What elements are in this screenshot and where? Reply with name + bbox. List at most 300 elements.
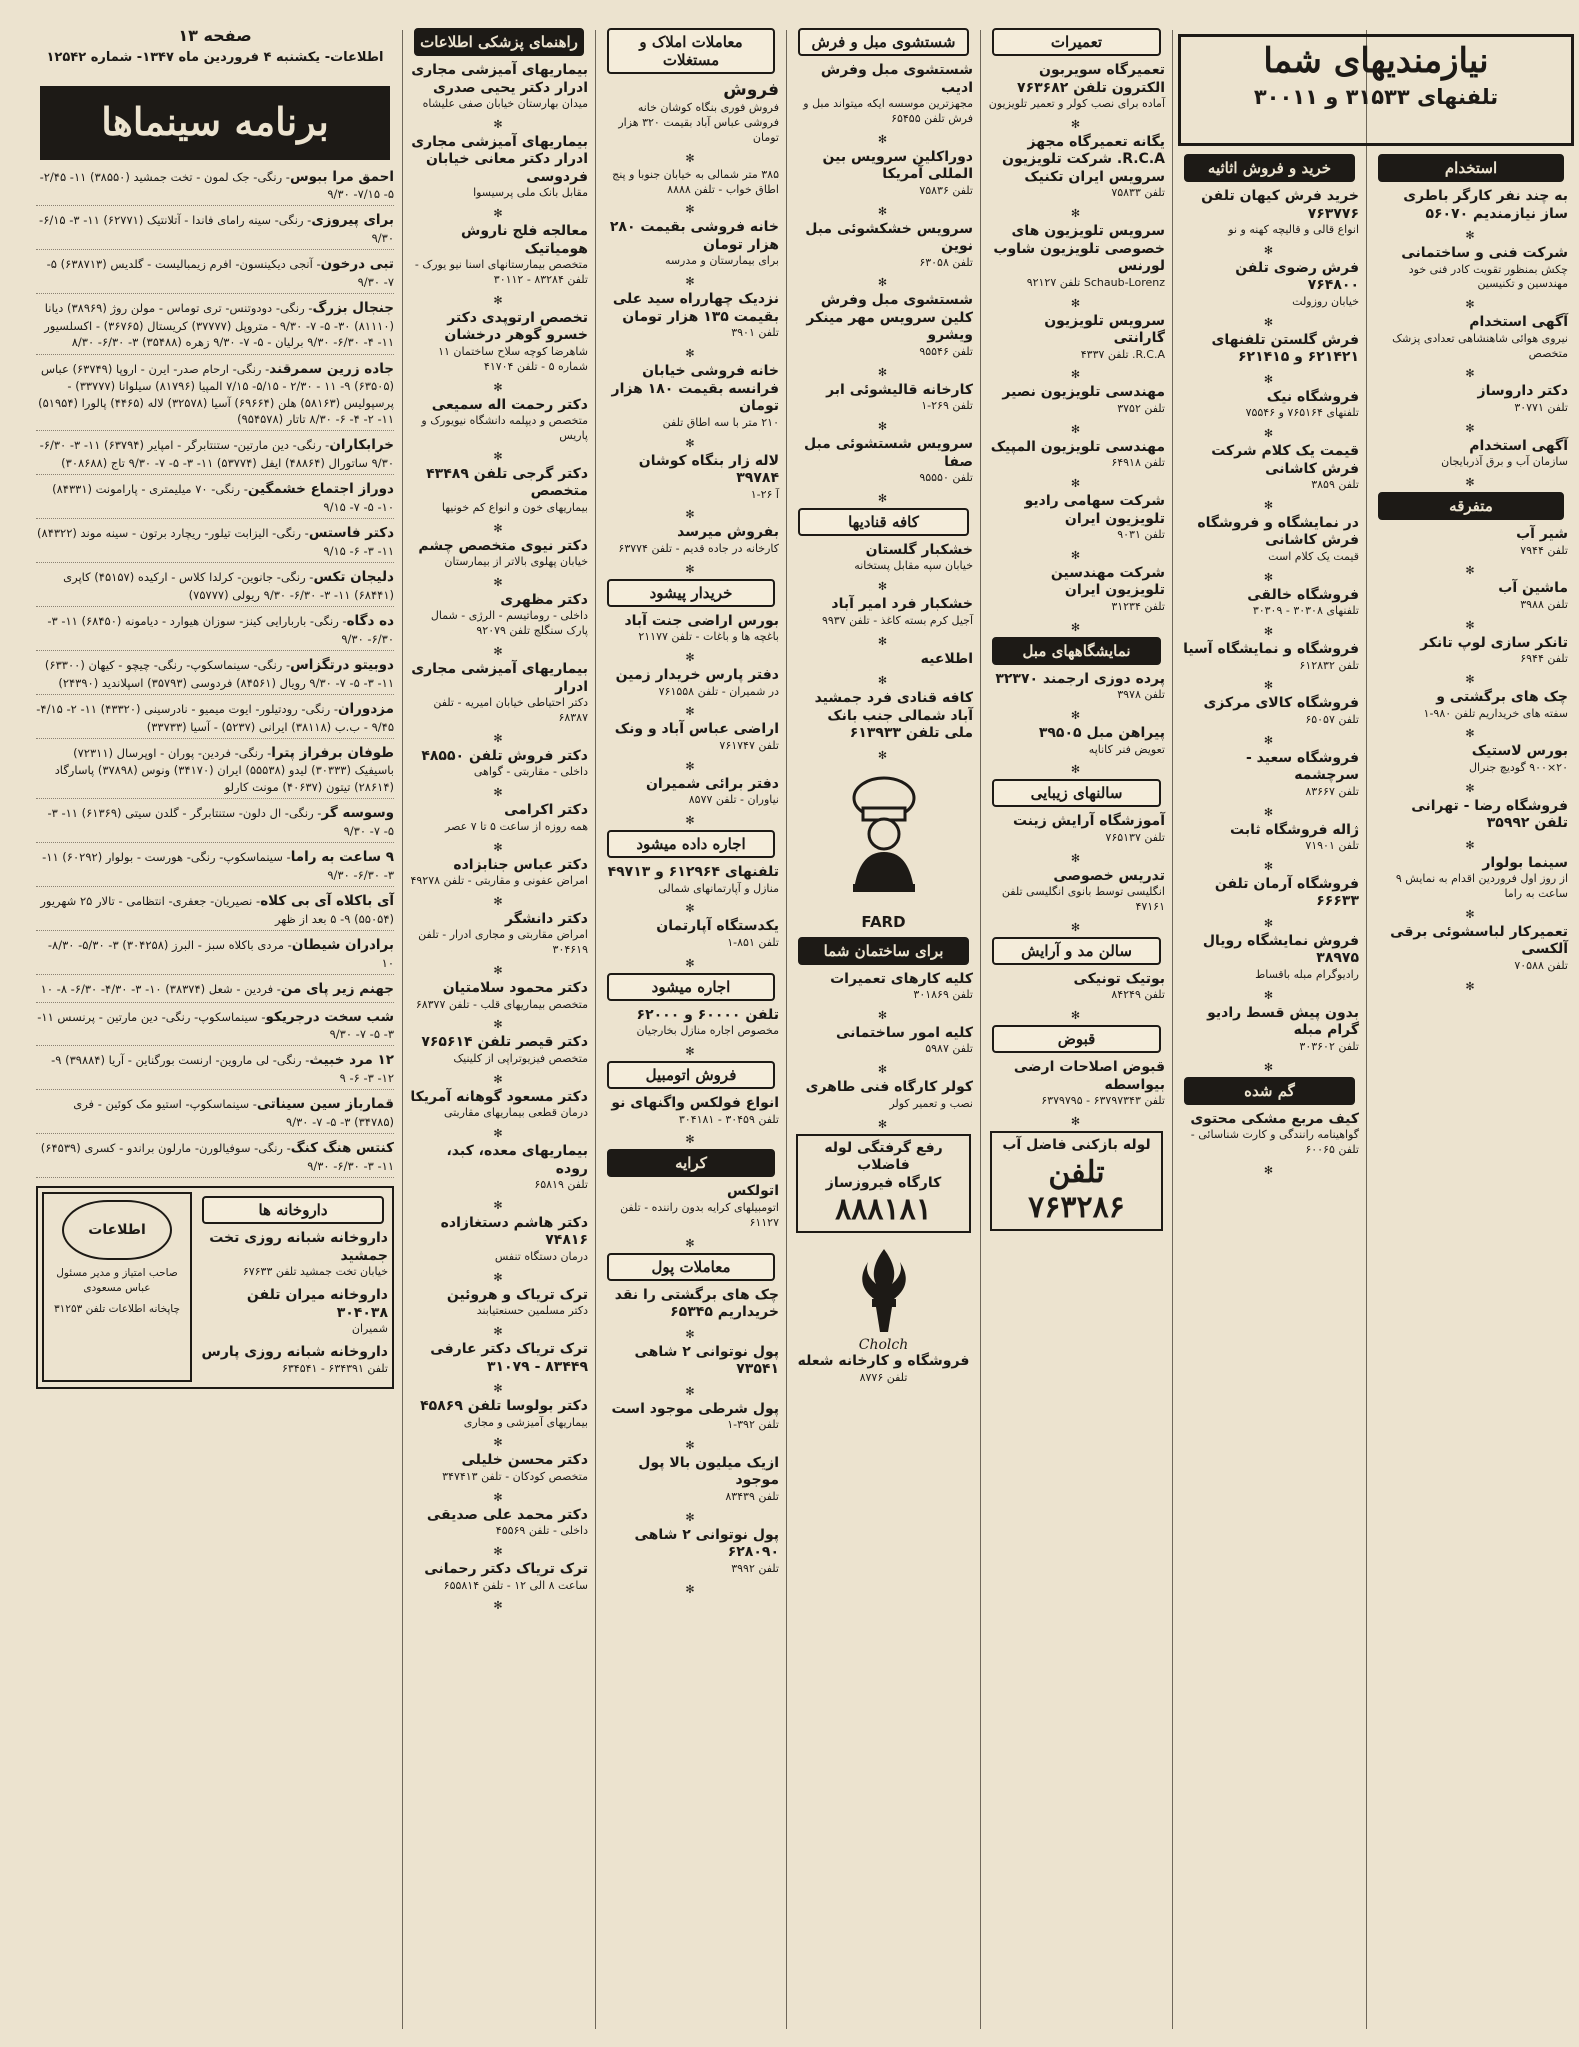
ad-title: بفروش میرسد	[677, 524, 779, 541]
pharmacy-item	[198, 1344, 388, 1376]
ad-title: دکتر دانشگر	[505, 910, 588, 927]
film-showtimes: - مردی باکلاه سبز - البرز (۳۰۴۲۵۸) ۳- ۵/۳۰- ۸/۳۰- ۱۰	[47, 937, 394, 970]
ad-body: امراض مقاربتی و مجاری ادرار - تلفن ۳۰۴۶۱۹	[418, 928, 588, 957]
classified-ad	[410, 802, 588, 834]
cinema-listing	[36, 848, 394, 887]
ad-separator: ✻	[877, 674, 890, 688]
classified-ad	[1180, 695, 1359, 727]
beauty2-list	[988, 971, 1165, 1021]
realestate-column	[597, 24, 785, 2033]
film-title: دوبیتو درتگزاس	[290, 656, 394, 673]
classified-ad	[988, 868, 1165, 915]
ad-title: بیماریهای معده، کبد، روده	[446, 1143, 588, 1177]
film-title: ۹ ساعت به راما	[290, 848, 394, 865]
ad-body: تلفن ۳۰۳۶۰۲	[1299, 1039, 1359, 1053]
cinema-listing	[36, 612, 394, 651]
cinema-listing	[36, 436, 394, 475]
ad-separator: ✻	[493, 786, 505, 800]
ad-title: کلیه کارهای تعمیرات	[830, 970, 973, 987]
classified-ad	[603, 1401, 779, 1433]
ad-separator: ✻	[1263, 988, 1276, 1002]
ad-title: فرش رضوی تلفن ۷۶۴۸۰۰	[1235, 259, 1359, 294]
film-showtimes: - رنگی- سینماسکوپ- رنگی- چیچو - کیهان (۶۳۳۰۰) ۱۱- ۳- ۵- ۷- ۹/۳۰ رویال (۸۴۵۶۱) فردوسی (۳۵۷۹۳) اسپلاندید (۲۴۳۹۰)	[44, 657, 394, 690]
classified-ad	[988, 313, 1165, 363]
ad-separator: ✻	[493, 964, 505, 978]
classified-ad	[410, 223, 588, 288]
classified-ad	[1180, 260, 1359, 310]
ad-separator: ✻	[685, 347, 697, 361]
building-ad-box	[796, 1134, 971, 1234]
ad-title: اتولکس	[726, 1183, 779, 1200]
ad-separator: ✻	[685, 759, 697, 773]
ad-separator: ✻	[877, 1063, 890, 1077]
ad-body: ۲۱۰ متر با سه اطاق تلفن	[662, 415, 779, 429]
cinema-listing	[36, 299, 394, 354]
ad-body: دکتر احتیاطی خیابان امیریه - تلفن ۶۸۳۸۷	[433, 696, 588, 724]
publisher-sub: چاپخانه اطلاعات تلفن ۳۱۲۵۳	[54, 1302, 180, 1315]
ad-title: دوراکلین سرویس بین المللی آمریکا	[822, 148, 973, 183]
hire-section-title: استخدام	[1378, 154, 1564, 182]
repair-column	[982, 24, 1171, 2033]
ad-title: دکتر فروش تلفن ۴۸۵۵۰	[421, 747, 588, 764]
ad-separator: ✻	[877, 204, 890, 218]
hire-list	[1374, 188, 1568, 488]
realestate-list	[603, 80, 779, 575]
classified-ad	[988, 223, 1165, 290]
classified-ad	[794, 1025, 973, 1057]
classified-ad	[1180, 443, 1359, 493]
ad-body: خیابان سپه مقابل پستخانه	[854, 559, 973, 573]
ad-separator: ✻	[1465, 229, 1477, 242]
classified-ad	[603, 1455, 779, 1505]
ad-title: خانه فروشی خیابان فرانسه بقیمت ۱۸۰ هزار تومان	[611, 363, 779, 415]
classified-ad	[603, 219, 779, 269]
ad-body: تلفن ۳۱۲۳۴	[1111, 599, 1165, 613]
lost-title: گم شده	[1184, 1077, 1355, 1105]
classified-ad	[410, 661, 588, 726]
ad-separator: ✻	[1465, 618, 1477, 632]
ad-separator: ✻	[1070, 296, 1083, 310]
classified-ad	[988, 384, 1165, 416]
classified-ad	[410, 1341, 588, 1376]
ad-title: دکتر داروساز	[1477, 383, 1568, 400]
cinema-listing	[36, 480, 394, 519]
pharmacy-info: تلفن ۶۳۴۳۹۱ - ۶۳۴۵۴۱	[281, 1361, 388, 1375]
ad-body: انگلیسی توسط بانوی انگلیسی تلفن ۴۷۱۶۱	[1001, 885, 1165, 914]
ad-separator: ✻	[685, 562, 697, 576]
ad-title: یکدستگاه آپارتمان	[656, 918, 779, 935]
ad-title: سرویس شستشوئی مبل صفا	[803, 436, 973, 470]
ad-title: فروشگاه آرمان تلفن ۶۶۶۳۳	[1214, 875, 1359, 910]
pharmacy-title: داروخانه ها	[202, 1196, 384, 1224]
ad-title: سرویس تلویزیون گارانتی	[1044, 312, 1165, 347]
classified-ad	[1374, 580, 1568, 612]
ad-separator: ✻	[685, 956, 697, 970]
classified-ad	[794, 690, 973, 743]
ad-separator: ✻	[685, 151, 697, 165]
ad-body: بیماریهای خون و انواع کم خونیها	[441, 500, 588, 514]
ad-title: ازیک میلیون بالا پول موجود	[638, 1454, 779, 1489]
ad-title: تانکر سازی لوپ تانکر	[1420, 634, 1568, 651]
ad-title: فروشگاه سعید - سرچشمه	[1245, 749, 1359, 784]
ad-separator: ✻	[493, 1018, 505, 1032]
ad-title: در نمایشگاه و فروشگاه فرش کاشانی	[1197, 514, 1359, 549]
ad-title: دکتر مسعود گوهانه آمریکا	[410, 1088, 588, 1105]
rent-title: اجاره داده میشود	[607, 830, 775, 858]
cinema-listing	[36, 211, 394, 250]
classified-ad	[1374, 188, 1568, 223]
ad-body: تلفن ۳۹۸۸	[1520, 597, 1568, 611]
ad-title: فرش گلستن تلفنهای ۶۲۱۴۲۱ و ۶۲۱۴۱۵	[1211, 331, 1359, 366]
rent-list	[603, 864, 779, 969]
classified-ad	[1374, 855, 1568, 902]
ad-body: در شمیران - تلفن ۷۶۱۵۵۸	[658, 684, 779, 698]
classified-ad	[1180, 188, 1359, 238]
ad-body: خیابان روزولت	[1292, 294, 1359, 308]
ad-separator: ✻	[685, 508, 697, 522]
ad-separator: ✻	[685, 203, 697, 217]
ad-title: تخصص ارتوپدی دکتر خسرو گوهر درخشان	[444, 309, 588, 344]
ad-separator: ✻	[877, 1117, 890, 1131]
film-title: جاده زرین سمرقند	[269, 360, 394, 377]
ad-separator: ✻	[493, 117, 505, 131]
ad-body: تلفن ۷۶۵۱۳۷	[1105, 830, 1165, 844]
ad-body: تلفنهای ۳۰۳۰۸ - ۳۰۳۰۹	[1252, 604, 1359, 618]
ad-body: تلفن ۶۴۹۱۸	[1111, 456, 1165, 470]
ad-separator: ✻	[493, 1382, 505, 1396]
film-showtimes: - رنگی- الیزابت تیلور- ریچارد برتون - سینه موند (۸۴۳۲۲) ۱۱- ۳- ۶- ۹/۱۵	[37, 525, 394, 558]
exhibit-list	[988, 671, 1165, 776]
film-title: آی باکلاه آی بی کلاه	[260, 892, 394, 909]
ad-separator: ✻	[877, 748, 890, 762]
ad-separator: ✻	[1263, 570, 1276, 584]
classified-ad	[603, 1527, 779, 1577]
ad-separator: ✻	[1070, 763, 1083, 777]
torch-icon	[844, 1244, 924, 1334]
classified-ad	[1374, 383, 1568, 415]
classified-ad	[410, 857, 588, 889]
ad-separator: ✻	[1263, 427, 1276, 441]
film-showtimes: - رنگی- باربارایی کینز- سوزان هیوارد - دیامونه (۶۸۴۵۰) ۱۱- ۳- ۶/۳۰- ۹/۳۰	[47, 613, 394, 646]
classified-ad	[1374, 924, 1568, 974]
ad-body: سفته های خریداریم تلفن ۹۸۰-۱	[1423, 706, 1568, 720]
ad-separator: ✻	[1465, 907, 1477, 921]
pharmacy-info: شمیران	[351, 1322, 388, 1336]
film-showtimes: - رنگی- دین مارتین- ستنتابرگر - امپایر (۶۳۷۹۴) ۱۱- ۳- ۶/۳۰- ۹/۳۰ ساتورال (۴۸۸۶۴) ایفل (۵۳۷۷۴) ۱۱- ۳- ۵- ۷- ۹/۳۰ تاج (۳۰۸۶۸۸)	[39, 437, 394, 470]
repair-section-title: تعمیرات	[992, 28, 1161, 56]
ad-separator: ✻	[493, 1072, 505, 1086]
classified-ad	[603, 291, 779, 341]
cinema-listing	[36, 168, 394, 207]
classified-ad	[794, 149, 973, 199]
ad-separator: ✻	[1070, 709, 1083, 723]
ad-separator: ✻	[1263, 243, 1276, 257]
classified-ad	[603, 667, 779, 699]
page-number: صفحه ۱۳	[178, 26, 252, 45]
classified-ad	[794, 221, 973, 271]
cinema-listing	[36, 1051, 394, 1090]
ad-body: بیماریهای آمیزشی و مجاری	[463, 1415, 588, 1429]
classified-ad	[988, 725, 1165, 757]
ad-title: فروشگاه خالقی	[1247, 586, 1359, 603]
ad-body: تلفن ۸۳۶۶۷	[1305, 784, 1359, 798]
ad-body: متخصص بیمارستانهای اسنا نیو یورک - تلفن ۸۳۲۸۴ - ۳۰۱۱۲	[414, 258, 588, 287]
classified-ad	[603, 524, 779, 556]
cinema-title: برنامه سینماها	[40, 86, 390, 160]
ad-separator: ✻	[493, 731, 505, 745]
ad-body: باغچه ها و باغات - تلفن ۲۱۱۷۷	[638, 630, 779, 644]
classified-ad	[988, 565, 1165, 615]
ad-body: همه روزه از ساعت ۵ تا ۷ عصر	[445, 819, 588, 833]
ad-title: دکتر گرجی تلفن ۴۳۴۸۹ متخصص	[426, 465, 588, 500]
classified-ad	[794, 596, 973, 628]
ad-separator: ✻	[1070, 620, 1083, 634]
ad-title: بورس اراضی جنت آباد	[624, 612, 779, 629]
ad-title: فروشگاه کالای مرکزی	[1203, 695, 1359, 712]
ad-separator: ✻	[493, 645, 505, 659]
ad-title: یگانه تعمیرگاه مجهز R.C.A. شرکت تلویزیون سرویس ایران تکنیک	[1002, 133, 1165, 185]
ad-title: کارخانه قالیشوئی ابر	[826, 381, 973, 398]
ad-title: بیماریهای آمیزشی مجاری ادرار دکتر یحیی صدری	[411, 62, 588, 96]
ad-title: قیمت یک کلام شرکت فرش کاشانی	[1211, 443, 1359, 477]
ad-body: تلفن ۷۵۸۳۳	[1111, 186, 1165, 200]
ad-title: تدریس خصوصی	[1053, 867, 1165, 884]
ad-body: متخصص کودکان - تلفن ۳۴۷۴۱۳	[442, 1469, 588, 1483]
film-title: تبی درخون	[320, 256, 394, 273]
film-title: ۱۲ مرد خبیث	[309, 1052, 394, 1069]
money-list	[603, 1287, 779, 1595]
classified-ad	[988, 813, 1165, 845]
classified-ad	[1180, 332, 1359, 367]
ad-body: نصب و تعمیر کولر	[889, 1096, 973, 1110]
medical-column	[404, 24, 594, 2033]
ad-title: دفتر پارس خریدار زمین	[615, 667, 779, 684]
classified-ad	[603, 1183, 779, 1230]
classified-ad	[1180, 1005, 1359, 1055]
ad-title: مهندسی تلویزیون نصیر	[1002, 384, 1165, 401]
classified-ad	[410, 1215, 588, 1265]
classified-ad	[410, 1452, 588, 1484]
ad-title: ترک تریاک دکتر رحمانی	[424, 1561, 588, 1578]
ad-separator: ✻	[493, 521, 505, 535]
ad-separator: ✻	[1263, 1060, 1276, 1074]
ad-title: شستشوی مبل وفرش کلین سرویس مهر مینکر ویشرو	[806, 292, 973, 344]
ad-title: بوتیک تونیکی	[1073, 970, 1165, 987]
ad-title: لاله زار بنگاه کوشان ۳۹۷۸۴	[638, 452, 779, 486]
classified-ad	[410, 397, 588, 444]
classified-ad	[988, 134, 1165, 201]
ad-title: آموزشگاه آرایش زینت	[1012, 813, 1165, 830]
ad-body: ساعت ۸ الی ۱۲ - تلفن ۶۵۵۸۱۴	[443, 1578, 588, 1592]
ad-separator: ✻	[1465, 298, 1477, 312]
ad-body: تلفن ۷۰۵۸۸	[1514, 958, 1568, 972]
classified-ad	[794, 62, 973, 127]
ad-body: کارخانه در جاده قدیم - تلفن ۶۳۷۷۴	[618, 541, 779, 555]
film-showtimes: - سینماسکوپ- رنگی- هورست - بولوار (۶۰۲۹۲) ۱۱- ۳- ۶/۳۰- ۹/۳۰	[42, 849, 394, 882]
beauty-list	[988, 813, 1165, 933]
ad-title: پول نوتوانی ۲ شاهی ۶۲۸۰۹۰	[634, 1526, 779, 1561]
classified-ad	[410, 911, 588, 958]
film-showtimes: - رنگی- رودتیلور- ایوت میمیو - نادرسینی (۴۳۳۲۰) ۱۱- ۲- ۴/۱۵- ۹/۴۵ - ب.ب (۳۸۱۱۸) ایرانی (۵۲۳۷) - آسیا (۳۳۷۳۳)	[36, 701, 394, 734]
ad-title: کیف مربع مشکی محتوی	[1190, 1110, 1359, 1127]
ad-body: تلفن ۹۵۵۴۶	[919, 344, 973, 358]
film-title: شب سخت درجریکو	[265, 1008, 394, 1025]
ad-title: تلفن ۶۰۰۰۰ و ۶۲۰۰۰	[636, 1006, 779, 1023]
pharmacy-name: داروخانه شبانه روزی پارس	[201, 1344, 388, 1361]
film-title: دکتر فاستس	[308, 524, 394, 541]
ad-separator: ✻	[493, 575, 505, 589]
pharmacy-item	[198, 1287, 388, 1337]
ad-title: چک های برگشتی را نقد خریداریم ۶۵۳۴۵	[614, 1286, 779, 1321]
ad-title: دکتر محسن خلیلی	[461, 1452, 588, 1469]
film-title: دلیجان تکس	[313, 568, 394, 585]
ad-body: آ ۲۶-۱	[750, 487, 779, 501]
classified-ad	[410, 134, 588, 201]
classified-ad	[794, 1079, 973, 1111]
cinema-listing	[36, 744, 394, 799]
ad-body: تلفن ۳۷۵۲	[1117, 401, 1165, 415]
ad-separator: ✻	[877, 276, 890, 290]
ad-body: مخصوص اجاره منازل بخارجیان	[636, 1024, 779, 1038]
realestate-buy-list	[603, 613, 779, 826]
ad-separator: ✻	[1070, 851, 1083, 865]
torch-logo	[794, 1241, 973, 1337]
ad-body: اتومبیلهای کرایه بدون راننده - تلفن ۶۱۱۲۷	[620, 1200, 779, 1229]
misc-list	[1374, 526, 1568, 992]
ad-separator: ✻	[685, 1327, 697, 1341]
ad-body: سازمان آب و برق آذربایجان	[1441, 455, 1568, 469]
ad-title: کولر کارگاه فنی طاهری	[805, 1079, 973, 1096]
film-showtimes: - نصیریان- جعفری- انتظامی - تالار ۲۵ شهریور (۵۵۰۵۴) ۹- ۵ بعد از ظهر	[40, 893, 394, 926]
ad-title: ژاله فروشگاه ثابت	[1230, 821, 1359, 838]
ad-body: تلفن ۲۶۹-۱	[921, 399, 973, 413]
cleaning-section-title: شستشوی مبل و فرش	[798, 28, 969, 56]
ad-body: تلفن ۷۶۱۷۴۷	[719, 738, 779, 752]
classified-ad	[603, 776, 779, 808]
classified-ad	[1180, 389, 1359, 421]
medical-list	[410, 62, 588, 1611]
ad-separator: ✻	[493, 1127, 505, 1141]
classified-ad	[1180, 641, 1359, 673]
ad-title: دکتر عباس جنابزاده	[453, 856, 588, 873]
classified-ad	[794, 382, 973, 414]
classified-ad	[1374, 245, 1568, 292]
money-title: معاملات پول	[607, 1253, 775, 1281]
ad-title: تعمیرگاه سویربون الکترون تلفن ۷۶۳۶۸۲	[1017, 62, 1165, 96]
classified-ad	[1180, 876, 1359, 911]
classified-ad	[794, 651, 973, 669]
classified-ad	[988, 971, 1165, 1003]
film-showtimes: - رنگی- ارحام صدر- ایرن - اروپا (۶۳۷۴۹) عباس (۶۳۵۰۵) ۹- ۱۱ - ۲/۳۰ - ۵/۱۵- ۷/۱۵ المپیا (۸۱۷۹۶) سیلوانا (۳۳۷۷۷) - پرسپولیس (۵۸۱۶۳) هلن (۶۹۶۶۴) آسیا (۳۲۵۷۸) لاله (۴۴۶۵) پالورا (۵۱۹۵۴) ۱۱- ۲- ۴- ۶- ۸/۳۰ تاتار (۹۵۴۵۷۸)	[38, 361, 394, 426]
ad-title: بیماریهای آمیزشی مجاری ادرار	[411, 661, 588, 695]
cinema-listing	[36, 980, 394, 1003]
classified-ad	[410, 1398, 588, 1430]
masthead-phones: تلفنهای ۳۱۵۳۳ و ۳۰۰۱۱	[1253, 85, 1499, 109]
classified-ad	[410, 1287, 588, 1319]
classified-ad	[1374, 314, 1568, 361]
ad-title: مهندسی تلویزیون المپیک	[990, 438, 1165, 455]
ad-title: بورس لاستیک	[1471, 743, 1568, 760]
cars-title: فروش اتومبیل	[607, 1061, 775, 1089]
page-dateline: اطلاعات- یکشنبه ۴ فروردین ماه ۱۳۴۷- شماره ۱۲۵۴۲	[46, 50, 384, 65]
ad-body: داخلی - مقاربتی - گواهی	[473, 765, 588, 779]
ad-separator: ✻	[1263, 625, 1276, 639]
classified-ad	[410, 1561, 588, 1593]
ad-title: معالجه فلج ناروش هومیاتیک	[461, 223, 588, 257]
building-title: برای ساختمان شما	[798, 937, 969, 965]
ad-title: ترک تریاک و هروئین	[446, 1286, 588, 1303]
film-title: دوراز اجتماع خشمگین	[247, 480, 394, 497]
ad-body: میدان بهارستان خیابان صفی علیشاه	[422, 97, 588, 110]
film-title: وسوسه گر	[321, 804, 394, 821]
ad-separator: ✻	[1263, 372, 1276, 386]
ad-title: فروش	[723, 80, 779, 100]
ad-title: دکتر قیصر تلفن ۷۶۵۶۱۴	[421, 1034, 588, 1051]
building-list	[794, 971, 973, 1130]
cafe-list	[794, 542, 973, 761]
rent-want-title: اجاره میشود	[607, 973, 775, 1001]
receipt-ad-phone: تلفن ۷۶۳۲۸۶	[1028, 1154, 1125, 1225]
ad-body: تلفن ۶۱۲۸۳۲	[1299, 658, 1359, 672]
ad-title: شستشوی مبل وفرش ادیب	[820, 62, 973, 96]
classified-ad	[988, 493, 1165, 543]
ad-separator: ✻	[685, 1582, 697, 1596]
ad-separator: ✻	[1465, 781, 1477, 795]
furniture-column	[1174, 150, 1365, 2033]
classified-ad	[603, 168, 779, 198]
classified-ad	[410, 1143, 588, 1193]
torch-body: تلفن ۸۷۷۶	[859, 1370, 908, 1384]
ad-separator: ✻	[1263, 916, 1276, 930]
ad-separator: ✻	[685, 275, 697, 289]
ad-body: آماده برای نصب کولر و تعمیر تلویزیون	[988, 97, 1165, 110]
classified-ad	[603, 80, 779, 146]
ad-title: سرویس تلویزیون های خصوصی تلویزیون شاوب لورنس	[993, 223, 1165, 275]
classified-ad	[988, 62, 1165, 112]
classified-ad	[603, 864, 779, 896]
classified-ad	[794, 971, 973, 1003]
film-showtimes: - رنگی- فردین- پوران - اوپرسال (۷۲۳۱۱) باسیفیک (۳۰۳۳۳) لیدو (۵۵۵۳۸) ایران (۳۴۱۷۰) ونوس (۳۷۸۹۸) پاسارگاد (۲۸۶۱۴) تیتون (۴۰۶۳۷) مونت کارلو	[54, 745, 394, 794]
ad-separator: ✻	[877, 132, 890, 146]
ad-separator: ✻	[1263, 859, 1276, 873]
film-showtimes: - رنگی- لی ماروین- ارنست بورگناین - آریا (۳۹۸۸۴) ۹- ۱۲- ۳- ۶- ۹	[51, 1053, 394, 1086]
classified-ad	[988, 671, 1165, 703]
torch-title: فروشگاه و کارخانه شعله	[797, 1353, 970, 1370]
ad-body: تلفن ۶۵۰۵۷	[1305, 712, 1359, 726]
ad-separator: ✻	[493, 449, 505, 463]
ad-body: تلفن ۵۹۸۷	[925, 1042, 973, 1056]
ad-separator: ✻	[1263, 679, 1276, 693]
cafe-title: کافه قنادیها	[798, 508, 969, 536]
ad-title: دکتر هاشم دستغازاده ۷۴۸۱۶	[440, 1214, 588, 1249]
ad-separator: ✻	[685, 1510, 697, 1524]
ad-body: تلفن ۳۸۵۹	[1311, 478, 1359, 492]
ad-separator: ✻	[685, 1236, 697, 1250]
ad-separator: ✻	[493, 1490, 505, 1504]
ad-separator: ✻	[1070, 920, 1083, 934]
ad-body: قیمت یک کلام است	[1268, 549, 1359, 563]
classified-ad	[988, 439, 1165, 471]
cinema-listing	[36, 524, 394, 563]
misc-section-title: متفرقه	[1378, 492, 1564, 520]
classified-ad	[1374, 635, 1568, 667]
publisher-text: صاحب امتیاز و مدیر مسئول عباس مسعودی	[56, 1267, 178, 1295]
ad-body: متخصص بیماریهای قلب - تلفن ۶۸۳۷۷	[415, 997, 588, 1011]
ad-body: تلفن ۹۰۳۱	[1117, 528, 1165, 542]
ad-separator: ✻	[493, 840, 505, 854]
ad-body: R.C.A. تلفن ۴۳۳۷	[1080, 347, 1165, 361]
ad-body: تلفن ۹۵۵۵۰	[919, 471, 973, 485]
